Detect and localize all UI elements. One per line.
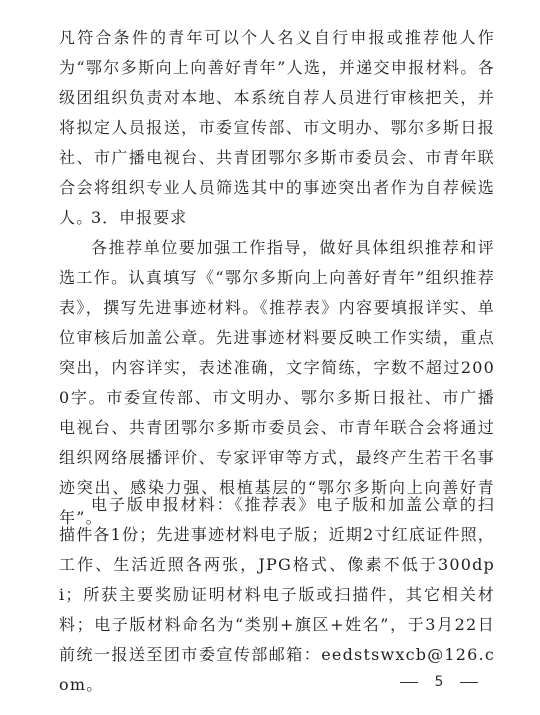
page-number-footer	[400, 672, 510, 692]
page-number: 5	[434, 674, 444, 690]
body-paragraph-electronic-materials: 电子版申报材料：《推荐表》电子版和加盖公章的扫描件各1份；先进事迹材料电子版；近期2寸红底证件照，工作、生活近照各两张，JPG格式、像素不低于300dpi；所获主要奖励证明材料电子版或扫描件，其它相关材料；电子版材料命名为“类别+旗区+姓名”，于3月22日前统一报送至团市委宣传部邮箱：eedstswxcb@126.com。	[59, 495, 495, 694]
section-heading-application-requirements: 3．申报要求	[91, 208, 188, 227]
footer-dash-right	[460, 682, 478, 683]
body-paragraph-self-nomination: 凡符合条件的青年可以个人名义自行申报或推荐他人作为“鄂尔多斯向上向善好青年”人选，并递交申报材料。各级团组织负责对本地、本系统自荐人员进行审核把关，并将拟定人员报送，市委宣传部、市文明办、鄂尔多斯日报社、市广播电视台、共青团鄂尔多斯市委员会、市青年联合会将组织专业人员筛选其中的事迹突出者作为自荐候选人。	[59, 28, 495, 227]
body-paragraph-requirements: 各推荐单位要加强工作指导，做好具体组织推荐和评选工作。认真填写《“鄂尔多斯向上向善好青年”组织推荐表》，撰写先进事迹材料。《推荐表》内容要填报详实、单位审核后加盖公章。先进事迹材料要反映工作实绩，重点突出，内容详实，表述准确，文字简练，字数不超过2000字。市委宣传部、市文明办、鄂尔多斯日报社、市广播电视台、共青团鄂尔多斯市委员会、市青年联合会将通过组织网络展播评价、专家评审等方式，最终产生若干名事迹突出、感染力强、根植基层的“鄂尔多斯向上向善好青年”。	[59, 238, 495, 527]
footer-dash-left	[400, 682, 418, 683]
